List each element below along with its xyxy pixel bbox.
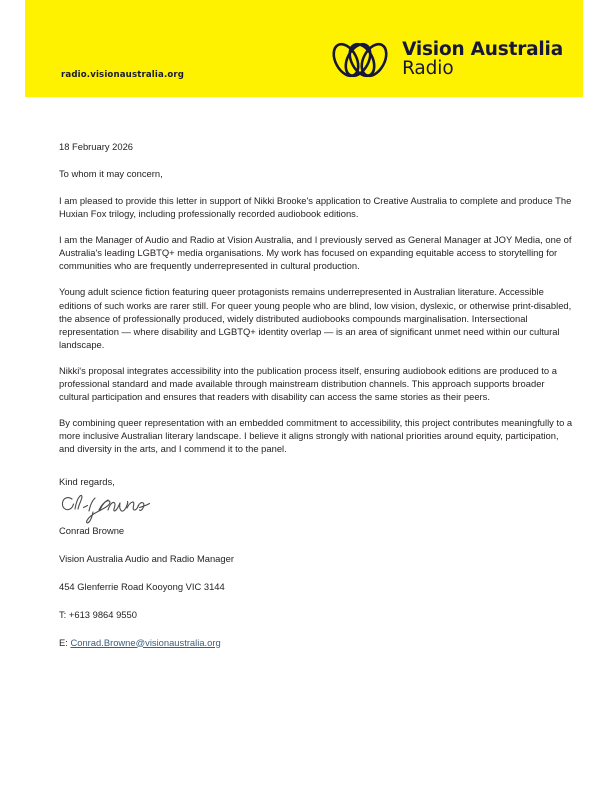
- signatory-email-row: [59, 636, 573, 649]
- logo-wordmark-line-2: Radio: [402, 58, 454, 79]
- letter-body: [59, 140, 573, 649]
- logo-wordmark-line-1: Vision Australia: [402, 39, 563, 61]
- letterhead-website-url: radio.visionaustralia.org: [61, 70, 185, 80]
- letter-paragraph-5: By combining queer representation with an embedded commitment to accessibility, this project contributes meaningfully to a more inclusive Australian literary landscape. I believe it aligns strongly with national priorities around equity, participation, and diversity in the arts, and I commend it to the panel.: [59, 417, 573, 455]
- letter-paragraph-3: Young adult science fiction featuring queer protagonists remains underrepresented in Australian literature. Accessible editions of such works are rarer still. For queer young people who are blind, low vision, dyslexic, or otherwise print-disabled, the absence of professionally produced, widely distributed audiobooks compounds marginalisation. Intersectional representation — where disability and LGBTQ+ identity overlap — is an area of significant unmet need within our cultural landscape.: [59, 286, 572, 350]
- signatory-email-link[interactable]: Conrad.Browne@visionaustralia.org: [70, 636, 221, 648]
- vision-australia-radio-logo: [327, 38, 563, 82]
- letter-paragraph-4: Nikki's proposal integrates accessibility into the publication process itself, ensuring audiobook editions are produced to a professional standard and made available through mainstream distribution channels. This approach supports broader cultural participation and ensures that readers with disability can access the same stories as their peers.: [59, 364, 557, 403]
- letter-paragraph-2: I am the Manager of Audio and Radio at Vision Australia, and I previously served as General Manager at JOY Media, one of Australia's leading LGBTQ+ media organisations. My work has focused on expanding equitable access to storytelling for communities who are frequently underrepresented in cultural production.: [59, 234, 572, 272]
- signatory-name: Conrad Browne: [59, 524, 125, 536]
- letterhead-band: [25, 0, 583, 97]
- signatory-phone: T: +613 9864 9550: [59, 608, 137, 620]
- signatory-address: 454 Glenferrie Road Kooyong VIC 3144: [59, 580, 225, 592]
- letter-closing: Kind regards,: [59, 475, 115, 487]
- letter-paragraph-1: I am pleased to provide this letter in support of Nikki Brooke's application to Creative Australia to complete and produce The Huxian Fox trilogy, including professionally recorded audiobook editions.: [59, 195, 572, 220]
- logo-wordmark: [402, 41, 563, 79]
- signatory-title: Vision Australia Audio and Radio Manager: [59, 552, 234, 564]
- vision-australia-infinity-logo-icon: [327, 38, 393, 82]
- letter-salutation: To whom it may concern,: [59, 168, 163, 179]
- letter-date: 18 February 2026: [59, 141, 134, 152]
- handwritten-signature-icon: [59, 490, 169, 524]
- email-label: E:: [59, 636, 71, 648]
